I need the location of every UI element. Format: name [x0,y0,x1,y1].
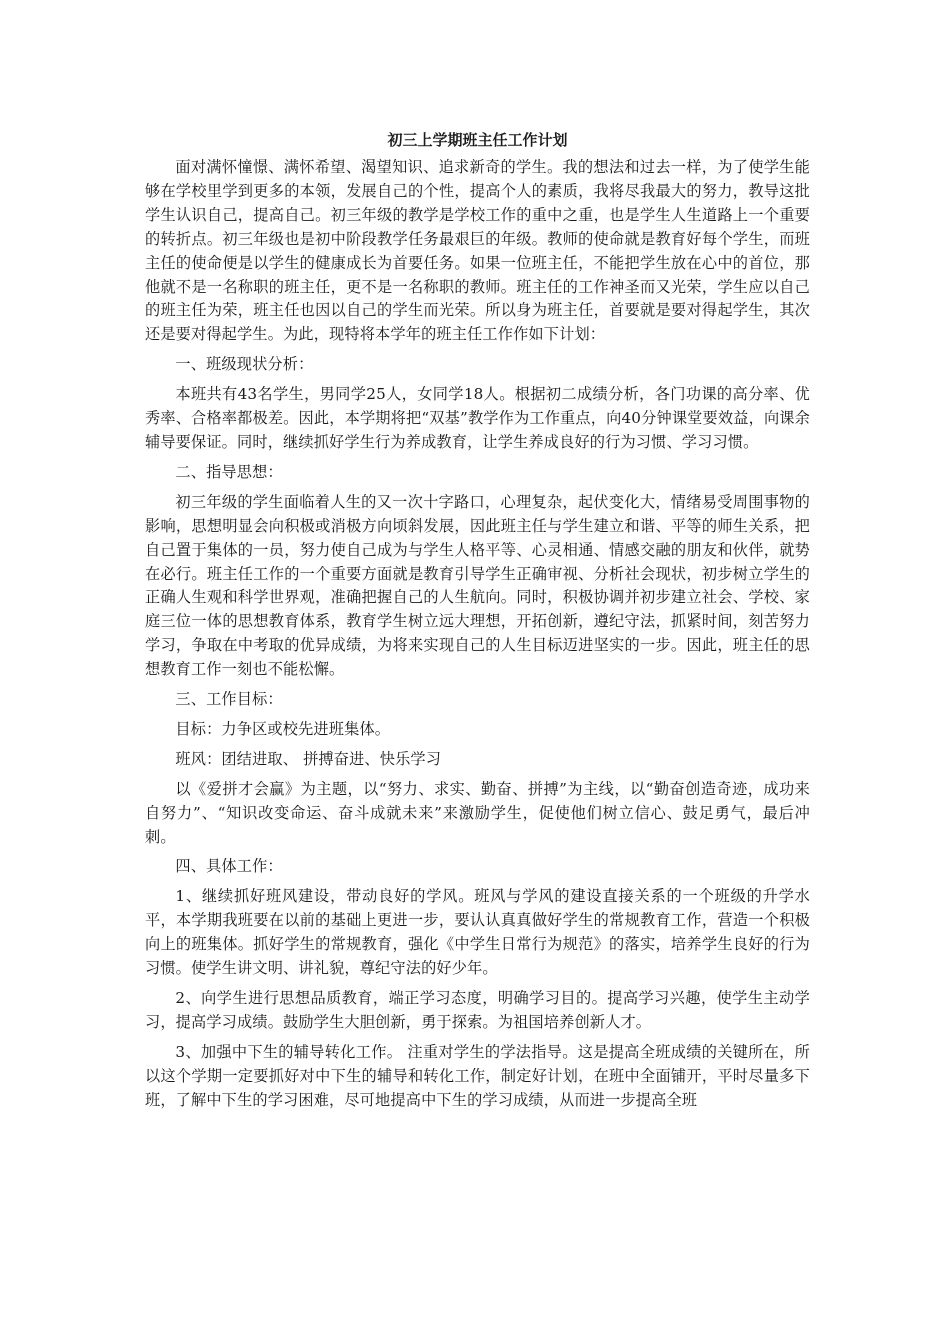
section-body-guidance: 初三年级的学生面临着人生的又一次十字路口，心理复杂，起伏变化大，情绪易受周围事物的影响，思想明显会向积极或消极方向顷斜发展，因此班主任与学生建立和谐、平等的师生关系，把自己置于集体的一员，努力使自己成为与学生人格平等、心灵相通、情感交融的朋友和伙伴，就势在必行。班主任工作的一个重要方面就是教育引导学生正确审视、分析社会现状，初步树立学生的正确人生观和科学世界观，准确把握自己的人生航向。同时，积极协调并初步建立社会、学校、家庭三位一体的思想教育体系，教育学生树立远大理想，开拓创新，遵纪守法，抓紧时间，刻苦努力学习，争取在中考取的优异成绩，为将来实现自己的人生目标迈进坚实的一步。因此，班主任的思想教育工作一刻也不能松懈。 [145,492,810,679]
document-title: 初三上学期班主任工作计划 [387,131,568,149]
section-body-status: 本班共有43名学生，男同学25人，女同学18人。根据初二成绩分析，各门功课的高分率、优秀率、合格率都极差。因此，本学期将把“双基”教学作为工作重点，向40分钟课堂要效益，向课余辅导要保证。同时，继续抓好学生行为养成教育，让学生养成良好的行为习惯、学习习惯。 [145,385,810,451]
section-heading-status: 一、班级现状分析： [175,355,314,374]
section-heading-guidance: 二、指导思想： [175,462,283,481]
class-style-line: 班风：团结进取、 拼搏奋进、快乐学习 [175,749,442,768]
intro-paragraph: 面对满怀憧憬、满怀希望、渴望知识、追求新奇的学生。我的想法和过去一样，为了使学生能够在学校里学到更多的本领，发展自己的个性，提高个人的素质，我将尽我最大的努力，教导这批学生认识自己，提高自己。初三年级的教学是学校工作的重中之重，也是学生人生道路上一个重要的转折点。初三年级也是初中阶段教学任务最艰巨的年级。教师的使命就是教育好每个学生，而班主任的使命便是以学生的健康成长为首要任务。如果一位班主任，不能把学生放在心中的首位，那他就不是一名称职的班主任，更不是一名称职的教师。班主任的工作神圣而又光荣，学生应以自己的班主任为荣，班主任也因以自己的学生而光荣。所以身为班主任，首要就是要对得起学生，其次还是要对得起学生。为此，现特将本学年的班主任工作作如下计划： [145,158,810,344]
section-heading-goals: 三、工作目标： [175,690,283,709]
document-page [145,128,810,1113]
task-item-3: 3、加强中下生的辅导转化工作。 注重对学生的学法指导。这是提高全班成绩的关键所在，所以这个学期一定要抓好对中下生的辅导和转化工作，制定好计划，在班中全面铺开，平时尽量多下班，了解中下生的学习困难，尽可地提高中下生的学习成绩，从而进一步提高全班 [145,1042,810,1109]
section-body-goals: 以《爱拼才会赢》为主题，以“努力、求实、勤奋、拼搏”为主线，以“勤奋创造奇迹，成功来自努力”、“知识改变命运、奋斗成就未来”来激励学生，促使他们树立信心、鼓足勇气，最后冲刺。 [145,779,810,846]
goal-line: 目标：力争区或校先进班集体。 [175,719,391,738]
section-heading-tasks: 四、具体工作： [175,857,283,876]
task-item-2: 2、向学生进行思想品质教育，端正学习态度，明确学习目的。提高学习兴趣，使学生主动学习，提高学习成绩。鼓励学生大胆创新，勇于探索。为祖国培养创新人才。 [145,989,810,1031]
task-item-1: 1、继续抓好班风建设，带动良好的学风。班风与学风的建设直接关系的一个班级的升学水平，本学期我班要在以前的基础上更进一步，要认认真真做好学生的常规教育工作，营造一个积极向上的班集体。抓好学生的常规教育，强化《中学生日常行为规范》的落实，培养学生良好的行为习惯。使学生讲文明、讲礼貌，尊纪守法的好少年。 [145,887,810,978]
